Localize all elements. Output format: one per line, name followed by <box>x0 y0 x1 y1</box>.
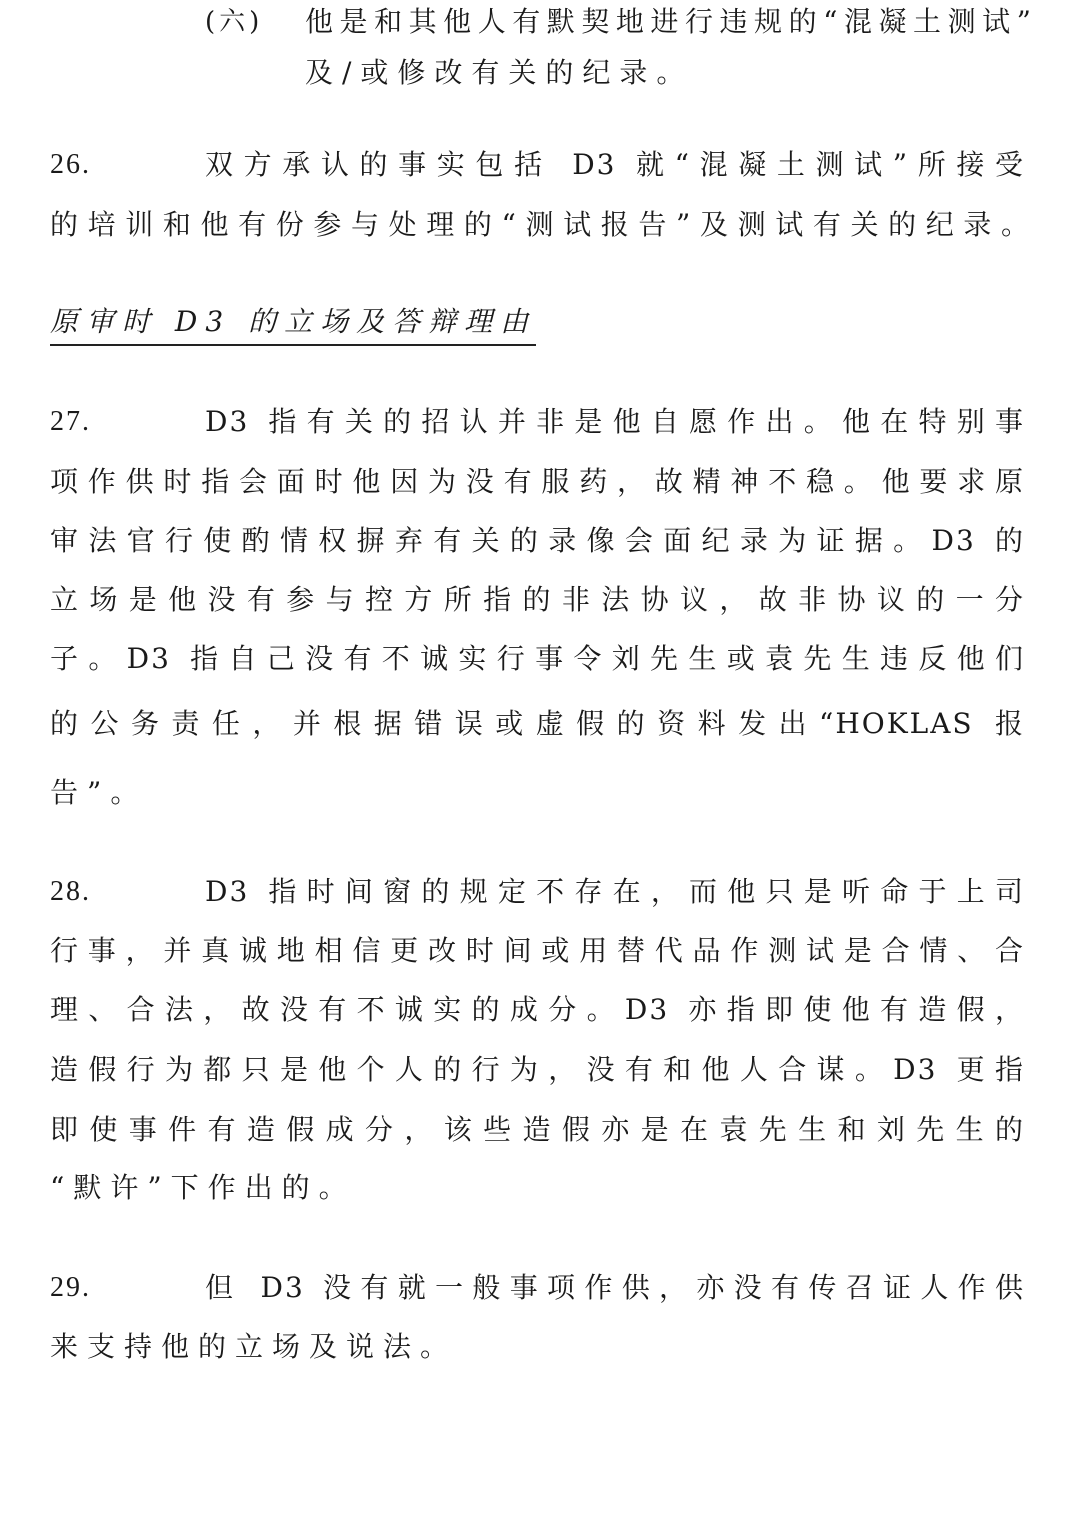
paragraph-line: “默许”下作出的。 <box>50 1171 356 1204</box>
paragraph-number: 26. <box>50 149 91 180</box>
paragraph-line: 告”。 <box>50 776 148 809</box>
paragraph-line: 项作供时指会面时他因为没有服药，故精神不稳。他要求原 <box>50 465 1025 498</box>
paragraph-line: D3 指有关的招认并非是他自愿作出。他在特别事 <box>205 405 1025 438</box>
section-heading: 原审时 D3 的立场及答辩理由 <box>50 300 536 346</box>
paragraph-number: 28. <box>50 876 91 907</box>
paragraph-number: 27. <box>50 406 91 437</box>
paragraph-line: 造假行为都只是他个人的行为，没有和他人合谋。D3 更指 <box>50 1053 1025 1086</box>
paragraph-line: D3 指时间窗的规定不存在，而他只是听命于上司 <box>205 875 1025 908</box>
paragraph-line: 的培训和他有份参与处理的“测试报告”及测试有关的纪录。 <box>50 208 1030 241</box>
sub-item-label: (六) <box>205 7 264 37</box>
paragraph-line: 立场是他没有参与控方所指的非法协议，故非协议的一分 <box>50 583 1025 616</box>
paragraph-line: 的公务责任，并根据错误或虚假的资料发出“HOKLAS 报 <box>50 707 1025 740</box>
paragraph-line: 来支持他的立场及说法。 <box>50 1330 458 1363</box>
paragraph-line: 双方承认的事实包括 D3 就“混凝土测试”所接受 <box>205 148 1025 181</box>
paragraph-line: 子。D3 指自己没有不诚实行事令刘先生或袁先生违反他们 <box>50 642 1025 675</box>
paragraph-line: 理、合法，故没有不诚实的成分。D3 亦指即使他有造假， <box>50 993 1025 1026</box>
paragraph-line: 行事，并真诚地相信更改时间或用替代品作测试是合情、合 <box>50 934 1025 967</box>
paragraph-number: 29. <box>50 1272 91 1303</box>
sub-item-line: 他是和其他人有默契地进行违规的“混凝土测试” <box>305 5 1033 38</box>
sub-item-line: 及/或修改有关的纪录。 <box>305 56 694 89</box>
paragraph-line: 但 D3 没有就一般事项作供，亦没有传召证人作供 <box>205 1271 1025 1304</box>
paragraph-line: 即使事件有造假成分，该些造假亦是在袁先生和刘先生的 <box>50 1113 1025 1146</box>
paragraph-line: 审法官行使酌情权摒弃有关的录像会面纪录为证据。D3 的 <box>50 524 1025 557</box>
